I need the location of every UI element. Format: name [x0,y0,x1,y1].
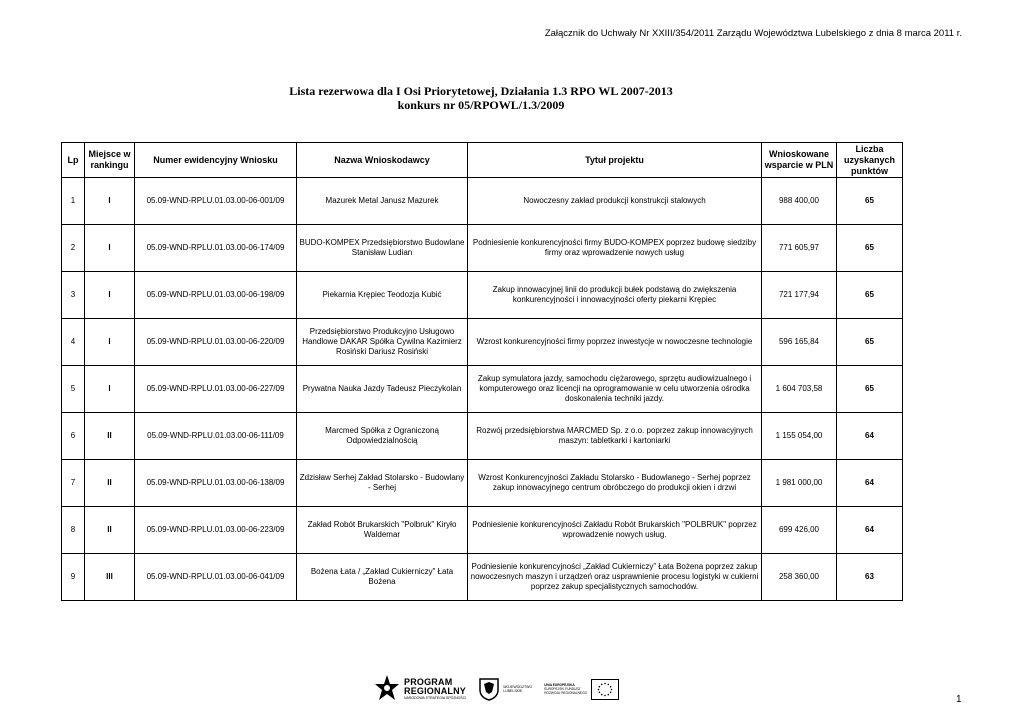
cell-project-title: Podniesienie konkurencyjności Zakładu Robót Brukarskich "POLBRUK" poprzez wprowadzenie nowych usług. [468,507,762,554]
table-row [62,225,903,272]
cell-amount: 721 177,94 [762,272,837,319]
cell-applicant: Mazurek Metal Janusz Mazurek [297,178,468,225]
cell-points: 65 [837,178,903,225]
cell-application-number: 05.09-WND-RPLU.01.03.00-06-174/09 [135,225,297,272]
header-note: Załącznik do Uchwały Nr XXIII/354/2011 Zarządu Województwa Lubelskiego z dnia 8 marca 2011 r. [544,28,962,39]
document-title [0,84,962,112]
header-amount: Wnioskowane wsparcie w PLN [762,143,837,178]
cell-project-title: Rozwój przedsiębiorstwa MARCMED Sp. z o.o. poprzez zakup innowacyjnych maszyn: tabletkarki i kartoniarki [468,413,762,460]
cell-amount: 1 604 703,58 [762,366,837,413]
cell-application-number: 05.09-WND-RPLU.01.03.00-06-198/09 [135,272,297,319]
regionalny-label: REGIONALNY [404,685,467,696]
cell-project-title: Wzrost Konkurencyjności Zakładu Stolarsko - Budowlanego - Serhej poprzez zakup innowacyjnego centrum obróbczego do produkcji okien i drzwi [468,460,762,507]
program-regionalny-icon [374,674,400,704]
cell-points: 64 [837,507,903,554]
cell-application-number: 05.09-WND-RPLU.01.03.00-06-041/09 [135,554,297,601]
cell-rank: I [85,178,135,225]
cell-points: 65 [837,225,903,272]
cell-rank: I [85,366,135,413]
footer-logos [374,672,619,706]
cell-amount: 1 981 000,00 [762,460,837,507]
cell-lp: 4 [62,319,85,366]
header-application-number: Numer ewidencyjny Wniosku [135,143,297,178]
header-points: Liczba uzyskanych punktów [837,143,903,178]
table-row [62,413,903,460]
eu-logo [544,679,619,700]
cell-application-number: 05.09-WND-RPLU.01.03.00-06-223/09 [135,507,297,554]
cell-project-title: Podniesienie konkurencyjności „Zakład Cukierniczy” Łata Bożena poprzez zakup nowoczesnych maszyn i urządzeń oraz usprawnienie procesu logistyki w cukierni poprzez zakup specjalistycznych samochodów. [468,554,762,601]
cell-amount: 1 155 054,00 [762,413,837,460]
cell-rank: I [85,319,135,366]
cell-project-title: Zakup symulatora jazdy, samochodu ciężarowego, sprzętu audiowizualnego i komputerowego oraz licencji na oprogramowanie w celu utworzenia ośrodka doskonalenia techniki jazdy. [468,366,762,413]
wojewodztwo-label: WOJEWÓDZTWO [503,685,533,689]
program-label: PROGRAM [404,676,453,687]
cell-application-number: 05.09-WND-RPLU.01.03.00-06-220/09 [135,319,297,366]
table-row [62,319,903,366]
cell-rank: I [85,225,135,272]
title-line-1: Lista rezerwowa dla I Osi Priorytetowej, Działania 1.3 RPO WL 2007-2013 [289,84,673,98]
cell-application-number: 05.09-WND-RPLU.01.03.00-06-227/09 [135,366,297,413]
cell-lp: 8 [62,507,85,554]
table-row [62,554,903,601]
cell-points: 64 [837,460,903,507]
cell-lp: 3 [62,272,85,319]
cell-applicant: Piekarnia Krępiec Teodozja Kubić [297,272,468,319]
header-rank: Miejsce w rankingu [85,143,135,178]
cell-amount: 988 400,00 [762,178,837,225]
cell-rank: II [85,460,135,507]
table-row [62,178,903,225]
cell-application-number: 05.09-WND-RPLU.01.03.00-06-138/09 [135,460,297,507]
cell-lp: 1 [62,178,85,225]
wojewodztwo-lubelskie-logo [478,677,532,701]
cell-applicant: Zdzisław Serhej Zakład Stolarsko - Budowlany - Serhej [297,460,468,507]
cell-applicant: Bożena Łata / „Zakład Cukierniczy” Łata Bożena [297,554,468,601]
cell-project-title: Wzrost konkurencyjności firmy poprzez inwestycje w nowoczesne technologie [468,319,762,366]
eu-flag-icon [591,679,619,700]
cell-lp: 7 [62,460,85,507]
efrr-label-2: ROZWOJU REGIONALNEGO [544,691,588,695]
cell-applicant: BUDO-KOMPEX Przedsiębiorstwo Budowlane Stanisław Ludian [297,225,468,272]
cell-amount: 699 426,00 [762,507,837,554]
cell-rank: II [85,413,135,460]
cell-project-title: Nowoczesny zakład produkcji konstrukcji stalowych [468,178,762,225]
table-row [62,272,903,319]
coat-of-arms-icon [478,677,500,701]
table-row [62,460,903,507]
table-row [62,366,903,413]
cell-points: 65 [837,319,903,366]
nss-label: NARODOWA STRATEGIA SPÓJNOŚCI [404,695,467,700]
table-row [62,507,903,554]
cell-applicant: Zakład Robót Brukarskich "Polbruk" Kiryło Waldemar [297,507,468,554]
cell-points: 65 [837,366,903,413]
page-number: 1 [956,694,962,705]
cell-rank: III [85,554,135,601]
cell-amount: 771 605,97 [762,225,837,272]
title-line-2: konkurs nr 05/RPOWL/1.3/2009 [397,98,565,112]
efrr-label-1: EUROPEJSKI FUNDUSZ [544,687,581,691]
cell-points: 64 [837,413,903,460]
cell-applicant: Prywatna Nauka Jazdy Tadeusz Pieczykolan [297,366,468,413]
eu-label: UNIA EUROPEJSKA [544,683,575,687]
cell-points: 63 [837,554,903,601]
cell-application-number: 05.09-WND-RPLU.01.03.00-06-111/09 [135,413,297,460]
cell-applicant: Marcmed Spółka z Ograniczoną Odpowiedzialnością [297,413,468,460]
cell-lp: 6 [62,413,85,460]
header-project-title: Tytuł projektu [468,143,762,178]
cell-applicant: Przedsiębiorstwo Produkcyjno Usługowo Handlowe DAKAR Spółka Cywilna Kazimierz Rosiński Dariusz Rosiński [297,319,468,366]
cell-application-number: 05.09-WND-RPLU.01.03.00-06-001/09 [135,178,297,225]
cell-rank: II [85,507,135,554]
cell-project-title: Podniesienie konkurencyjności firmy BUDO-KOMPEX poprzez budowę siedziby firmy oraz wprowadzenie nowych usług [468,225,762,272]
header-applicant: Nazwa Wnioskodawcy [297,143,468,178]
header-lp: Lp [62,143,85,178]
cell-points: 65 [837,272,903,319]
program-regionalny-logo [374,674,466,704]
reserve-list-table [61,142,903,601]
cell-lp: 5 [62,366,85,413]
cell-lp: 9 [62,554,85,601]
cell-amount: 596 165,84 [762,319,837,366]
cell-rank: I [85,272,135,319]
cell-project-title: Zakup innowacyjnej linii do produkcji bułek podstawą do zwiększenia konkurencyjności i innowacyjności oferty piekarni Krępiec [468,272,762,319]
table-header-row [62,143,903,178]
lubelskie-label: LUBELSKIE [503,689,523,693]
cell-amount: 258 360,00 [762,554,837,601]
cell-lp: 2 [62,225,85,272]
